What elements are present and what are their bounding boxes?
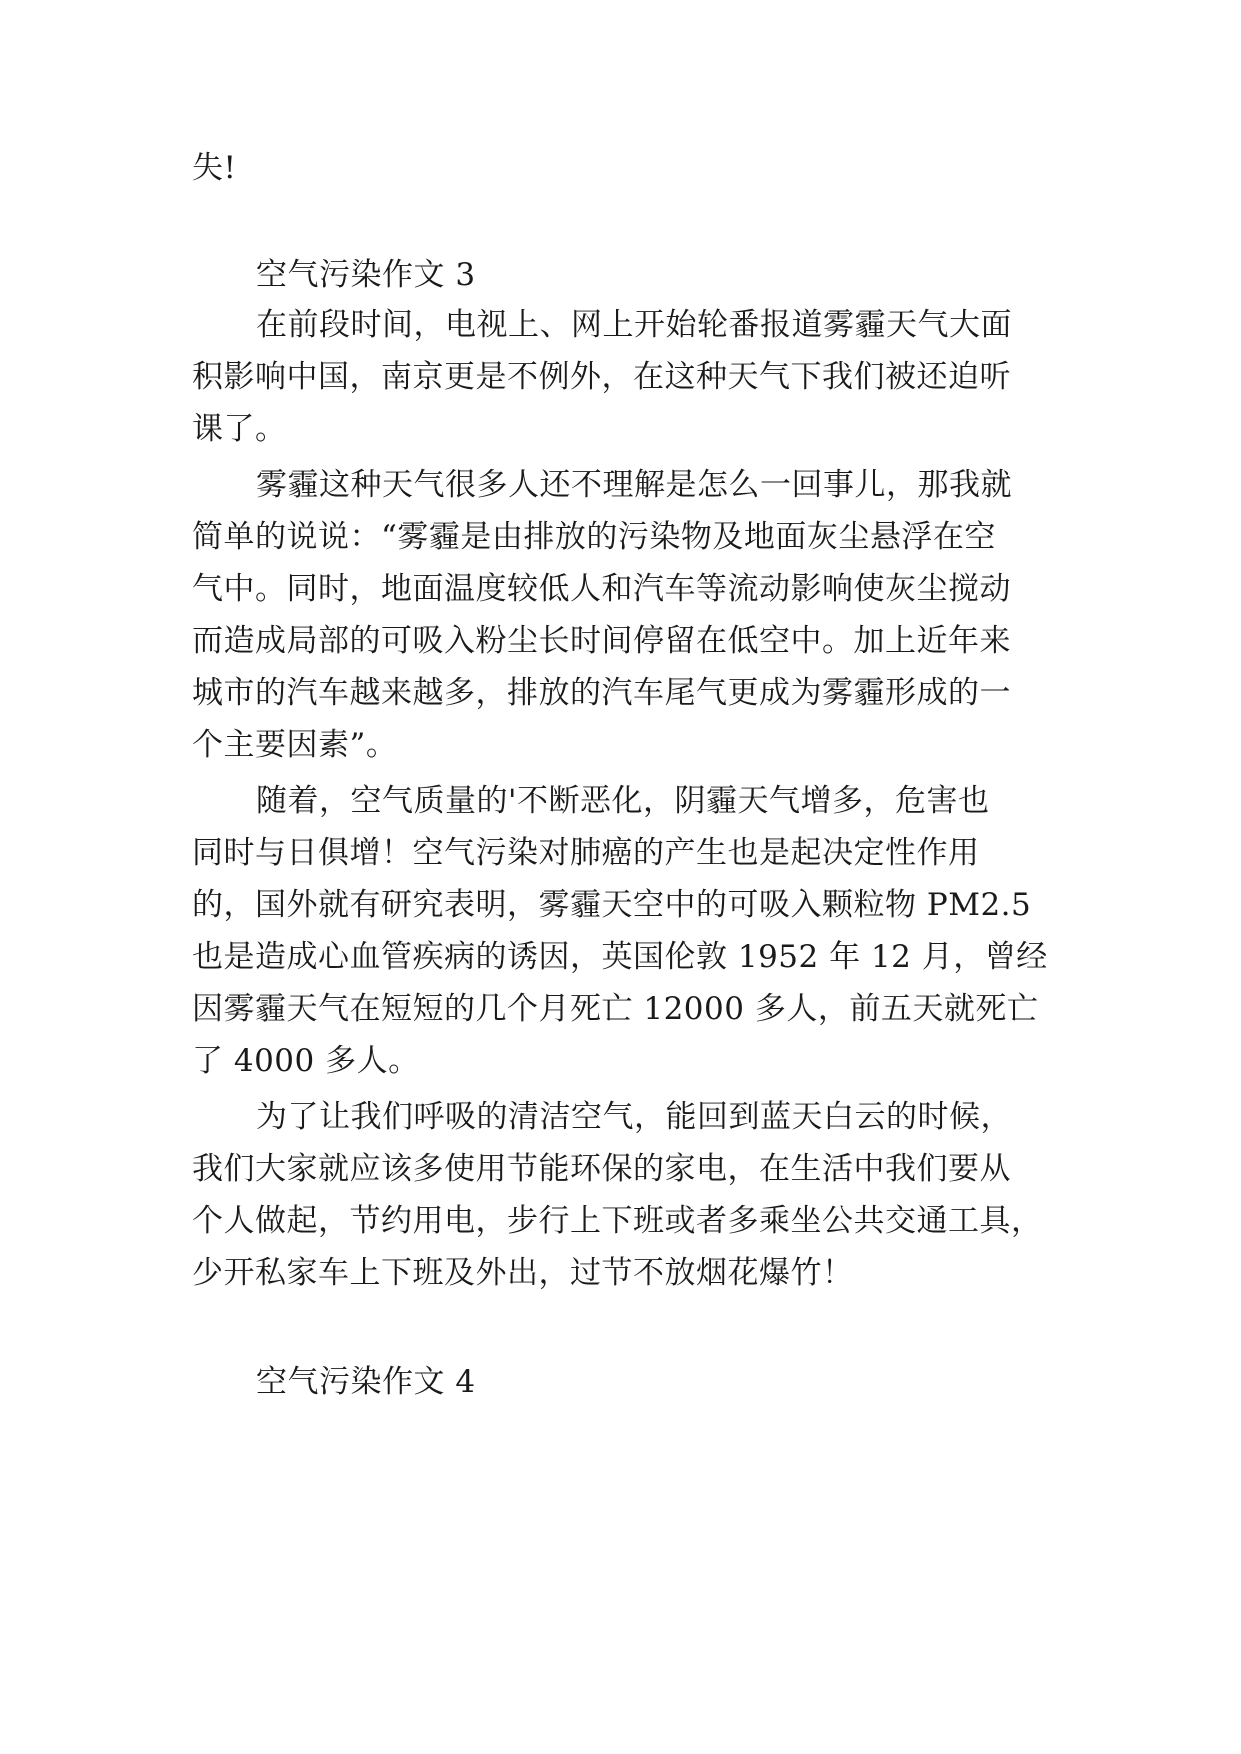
paragraph-line: 个主要因素”。 — [192, 727, 398, 763]
paragraph-line: 在前段时间，电视上、网上开始轮番报道雾霾天气大面 — [256, 307, 1012, 343]
paragraph-line: 的，国外就有研究表明，雾霾天空中的可吸入颗粒物 PM2.5 — [192, 887, 1032, 923]
paragraph-line: 也是造成心血管疾病的诱因，英国伦敦 1952 年 12 月，曾经 — [192, 939, 1048, 975]
section-heading-4: 空气污染作文 4 — [256, 1364, 476, 1400]
paragraph-line: 随着，空气质量的'不断恶化，阴霾天气增多，危害也 — [256, 783, 990, 819]
paragraph-line: 雾霾这种天气很多人还不理解是怎么一回事儿，那我就 — [256, 467, 1012, 503]
paragraph-line: 为了让我们呼吸的清洁空气，能回到蓝天白云的时候， — [256, 1099, 1012, 1135]
paragraph-line: 城市的汽车越来越多，排放的汽车尾气更成为雾霾形成的一 — [192, 675, 1011, 711]
paragraph-line: 同时与日俱增！空气污染对肺癌的产生也是起决定性作用 — [192, 835, 980, 871]
section-heading-3: 空气污染作文 3 — [256, 257, 476, 293]
paragraph-line: 少开私家车上下班及外出，过节不放烟花爆竹！ — [192, 1255, 854, 1291]
paragraph-line: 个人做起，节约用电，步行上下班或者多乘坐公共交通工具， — [192, 1203, 1043, 1239]
continuation-text: 失! — [192, 150, 237, 186]
paragraph-line: 积影响中国，南京更是不例外，在这种天气下我们被还迫听 — [192, 359, 1011, 395]
paragraph-line: 而造成局部的可吸入粉尘长时间停留在低空中。加上近年来 — [192, 623, 1011, 659]
paragraph-line: 课了。 — [192, 411, 287, 447]
paragraph-line: 气中。同时，地面温度较低人和汽车等流动影响使灰尘搅动 — [192, 571, 1011, 607]
paragraph-line: 我们大家就应该多使用节能环保的家电，在生活中我们要从 — [192, 1151, 1011, 1187]
paragraph-line: 了 4000 多人。 — [192, 1043, 420, 1079]
paragraph-line: 简单的说说：“雾霾是由排放的污染物及地面灰尘悬浮在空 — [192, 519, 996, 555]
paragraph-line: 因雾霾天气在短短的几个月死亡 12000 多人，前五天就死亡 — [192, 991, 1039, 1027]
